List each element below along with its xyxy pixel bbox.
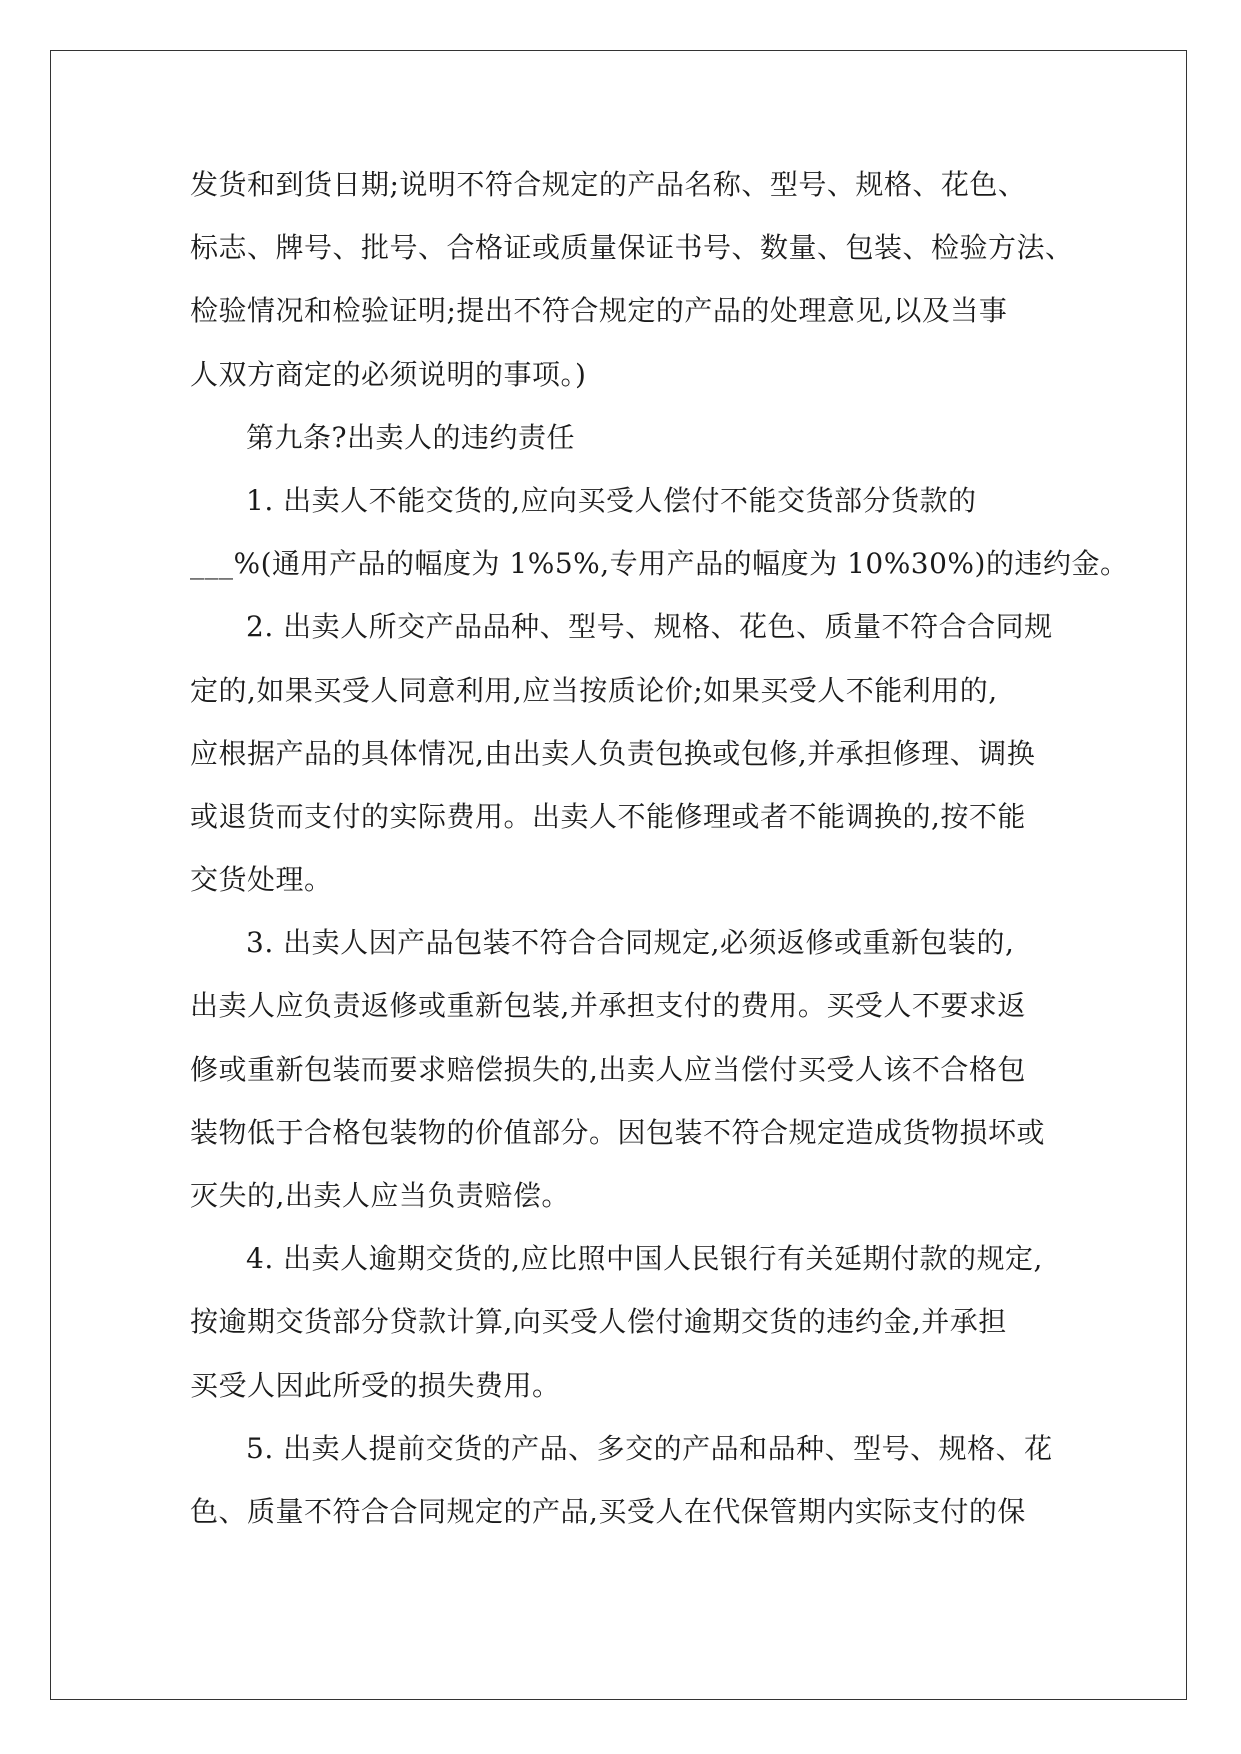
clause-2-line: 交货处理。 — [190, 863, 333, 897]
clause-1-line: 1. 出卖人不能交货的,应向买受人偿付不能交货部分货款的 — [246, 483, 977, 517]
clause-3-line: 出卖人应负责返修或重新包装,并承担支付的费用。买受人不要求返 — [190, 989, 1026, 1023]
clause-2-line: 定的,如果买受人同意利用,应当按质论价;如果买受人不能利用的, — [190, 673, 998, 707]
clause-1-line: ___%(通用产品的幅度为 1%5%,专用产品的幅度为 10%30%)的违约金。 — [190, 547, 1129, 581]
clause-2-line: 2. 出卖人所交产品品种、型号、规格、花色、质量不符合合同规 — [246, 610, 1053, 644]
clause-2-line: 或退货而支付的实际费用。出卖人不能修理或者不能调换的,按不能 — [190, 799, 1026, 833]
text-line: 检验情况和检验证明;提出不符合规定的产品的处理意见,以及当事 — [190, 294, 1008, 328]
clause-5-line: 色、质量不符合合同规定的产品,买受人在代保管期内实际支付的保 — [190, 1494, 1026, 1528]
article-heading: 第九条?出卖人的违约责任 — [246, 420, 576, 454]
clause-3-line: 装物低于合格包装物的价值部分。因包装不符合规定造成货物损坏或 — [190, 1115, 1046, 1149]
clause-3-line: 3. 出卖人因产品包装不符合合同规定,必须返修或重新包装的, — [246, 926, 1015, 960]
clause-4-line: 按逾期交货部分贷款计算,向买受人偿付逾期交货的违约金,并承担 — [190, 1305, 1007, 1339]
text-line: 发货和到货日期;说明不符合规定的产品名称、型号、规格、花色、 — [190, 168, 1027, 201]
text-line: 标志、牌号、批号、合格证或质量保证书号、数量、包装、检验方法、 — [190, 231, 1074, 265]
clause-2-line: 应根据产品的具体情况,由出卖人负责包换或包修,并承担修理、调换 — [190, 736, 1036, 770]
document-body — [190, 153, 1129, 1543]
clause-4-line: 买受人因此所受的损失费用。 — [190, 1368, 561, 1402]
clause-5-line: 5. 出卖人提前交货的产品、多交的产品和品种、型号、规格、花 — [246, 1431, 1053, 1465]
clause-3-line: 修或重新包装而要求赔偿损失的,出卖人应当偿付买受人该不合格包 — [190, 1052, 1026, 1086]
text-line: 人双方商定的必须说明的事项。) — [190, 357, 587, 391]
clause-3-line: 灭失的,出卖人应当负责赔偿。 — [190, 1179, 570, 1212]
clause-4-line: 4. 出卖人逾期交货的,应比照中国人民银行有关延期付款的规定, — [246, 1242, 1043, 1276]
